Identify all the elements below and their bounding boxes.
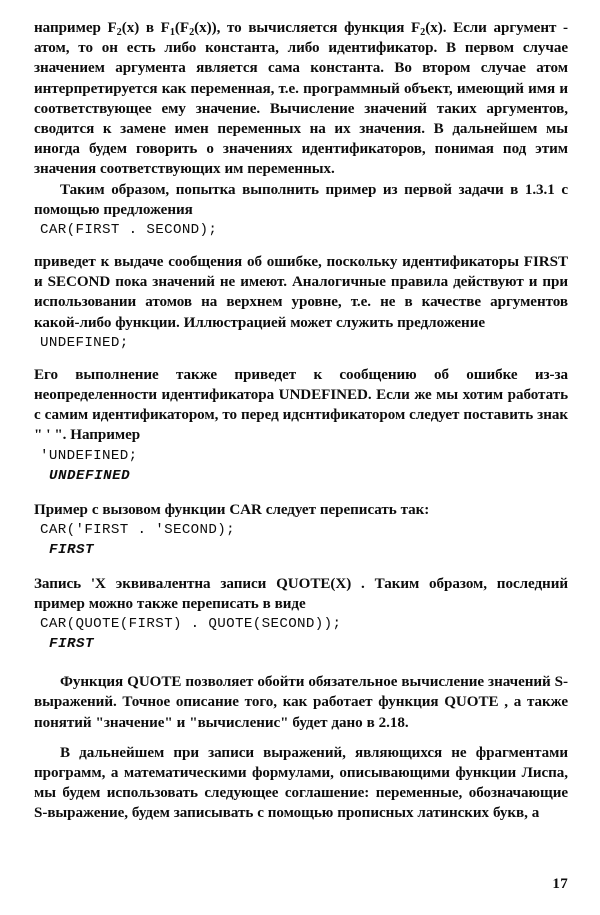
- code-line-car-quoted-args: CAR('FIRST . 'SECOND);: [40, 521, 236, 538]
- paragraph-1-mid-1: (x) в: [121, 20, 161, 36]
- code-line-car-quote-calls: CAR(QUOTE(FIRST) . QUOTE(SECOND));: [40, 616, 342, 633]
- text-column: [34, 18, 568, 824]
- paragraph-7: Функция QUOTE позволяет обойти обязательное вычисление значений S-выражений. Точное описание того, как работает функция QUOTE , а также понятий "значение" и "вычисленис" будет дано в 2.18.: [34, 674, 568, 731]
- paragraph-1-lead: например: [34, 20, 108, 36]
- formula-f2-x-first: $F_2$: [107, 20, 122, 38]
- paragraph-1-rest: (x). Если аргумент - атом, то он есть либо константа, либо идентификатор. В первом случае значением аргумента является сама константа. Во втором случае атом интерпретируется как переменная, т.е. программный объект, имеющий имя и соответствующее ему значение. Вычисление значений таких аргументов, сводится к замене имен переменных на их значения. В дальнейшем мы иногда будем говорить о значениях идентификаторов, понимая под этим значения соответствующих им переменных.: [34, 20, 568, 178]
- code-line-undefined: UNDEFINED;: [40, 334, 129, 351]
- paragraph-1-mid-3: (x)), то вычисляется функция: [194, 20, 411, 36]
- page-number: 17: [552, 876, 568, 892]
- formula-f2-x-third: $F_2$: [411, 20, 426, 38]
- code-line-quoted-undefined: 'UNDEFINED;: [40, 447, 138, 464]
- output-line-first-1: FIRST: [49, 541, 95, 558]
- paragraph-4: Его выполнение также приведет к сообщению об ошибке из-за неопределенности идентификатора UNDEFINED. Если же мы хотим работать с самим идентификатором, то перед идснтификатором следует поставить знак " ' ". Например: [34, 366, 568, 444]
- output-line-undefined: UNDEFINED: [49, 467, 131, 484]
- formula-f2-x-second: $F_2$: [179, 20, 195, 38]
- paragraph-1-mid-2: (: [174, 20, 180, 36]
- paragraph-continuation: [34, 18, 568, 180]
- paragraph-6: Запись 'X эквивалентна записи QUOTE(X) . Таким образом, последний пример можно также переписать в виде: [34, 575, 568, 613]
- formula-f1: $F_1$: [160, 20, 175, 38]
- paragraph-3: приведет к выдаче сообщения об ошибке, поскольку идентификаторы FIRST и SECOND пока значений не имеют. Аналогичные правила действуют и при использовании атомов на верхнем уровне, т.е. не в качестве аргументов какой-либо функции. Иллюстрацией может служить предложение: [34, 254, 568, 331]
- code-line-car-first-second: CAR(FIRST . SECOND);: [40, 222, 218, 239]
- paragraph-5: Пример с вызовом функции CAR следует переписать так:: [34, 501, 430, 518]
- paragraph-8: В дальнейшем при записи выражений, являющихся не фрагментами программ, а математическими формулами, описывающими функции Лиспа, мы будем использовать следующее соглашение: переменные, обозначающие S-выражение, будем записывать с помощью прописных латинских букв, а: [34, 744, 568, 822]
- output-line-first-2: FIRST: [49, 636, 95, 653]
- paragraph-2: Таким образом, попытка выполнить пример из первой задачи в 1.3.1 с помощью предложения: [34, 181, 568, 218]
